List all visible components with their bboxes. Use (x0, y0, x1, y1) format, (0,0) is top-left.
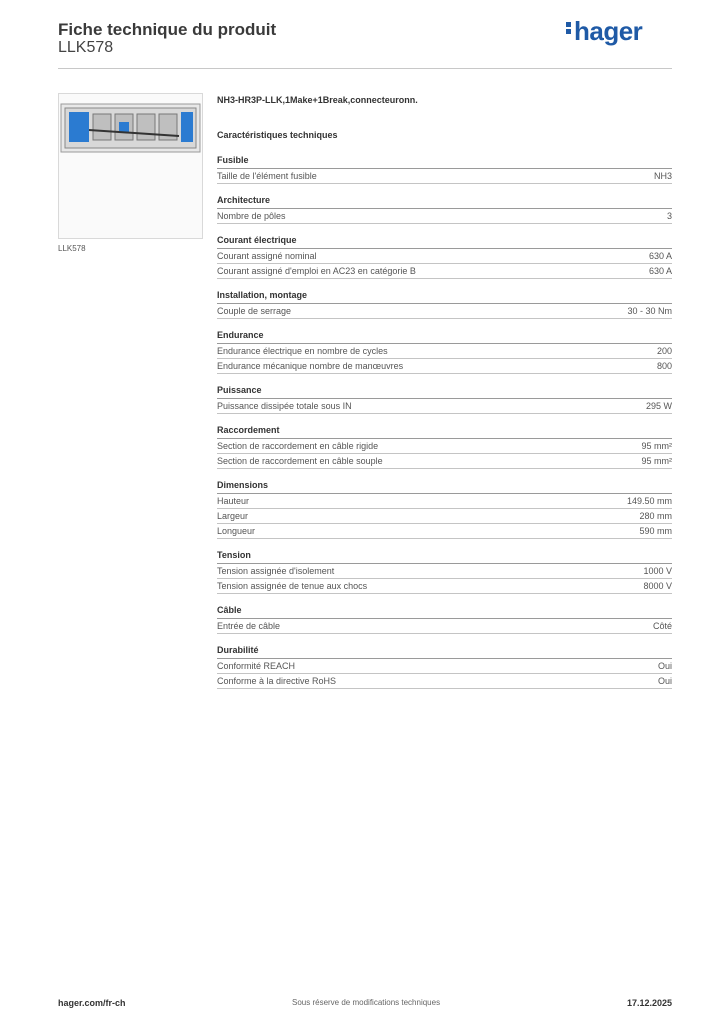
spec-value: 3 (666, 211, 672, 221)
spec-group (217, 605, 672, 634)
spec-groups (217, 155, 672, 689)
spec-group-heading: Tension (217, 550, 672, 564)
spec-label: Endurance électrique en nombre de cycles (217, 346, 388, 356)
spec-group (217, 195, 672, 224)
spec-group (217, 235, 672, 279)
spec-label: Largeur (217, 511, 249, 521)
spec-group-heading: Dimensions (217, 480, 672, 494)
footer-website[interactable]: hager.com/fr-ch (58, 998, 126, 1008)
spec-group-heading: Durabilité (217, 645, 672, 659)
spec-group-heading: Installation, montage (217, 290, 672, 304)
spec-label: Hauteur (217, 496, 250, 506)
technical-specs (217, 95, 672, 689)
spec-label: Courant assigné d'emploi en AC23 en catégorie B (217, 266, 416, 276)
spec-group (217, 330, 672, 374)
spec-value: 149.50 mm (626, 496, 672, 506)
spec-row (217, 494, 672, 509)
spec-group (217, 290, 672, 319)
spec-row (217, 659, 672, 674)
spec-value: 8000 V (643, 581, 672, 591)
spec-group-heading: Architecture (217, 195, 672, 209)
spec-group (217, 480, 672, 539)
spec-label: Conformité REACH (217, 661, 296, 671)
spec-group-heading: Fusible (217, 155, 672, 169)
spec-value: 630 A (648, 251, 672, 261)
product-caption: LLK578 (58, 244, 86, 253)
spec-group (217, 155, 672, 184)
spec-value: 30 - 30 Nm (627, 306, 672, 316)
spec-value: 95 mm² (641, 441, 672, 451)
spec-label: Entrée de câble (217, 621, 281, 631)
spec-value: 280 mm (639, 511, 672, 521)
spec-label: Nombre de pôles (217, 211, 286, 221)
spec-row (217, 454, 672, 469)
spec-label: Couple de serrage (217, 306, 292, 316)
spec-value: Côté (652, 621, 672, 631)
spec-value: 295 W (645, 401, 672, 411)
spec-label: Tension assignée d'isolement (217, 566, 335, 576)
spec-row (217, 169, 672, 184)
spec-label: Section de raccordement en câble souple (217, 456, 383, 466)
spec-row (217, 619, 672, 634)
header-rule (58, 68, 672, 69)
spec-value: 630 A (648, 266, 672, 276)
spec-value: 800 (656, 361, 672, 371)
spec-row (217, 524, 672, 539)
spec-label: Endurance mécanique nombre de manœuvres (217, 361, 404, 371)
spec-value: Oui (657, 661, 672, 671)
footer-disclaimer: Sous réserve de modifications techniques (292, 998, 441, 1007)
spec-group-heading: Courant électrique (217, 235, 672, 249)
specs-heading: Caractéristiques techniques (217, 130, 338, 140)
spec-group-heading: Raccordement (217, 425, 672, 439)
spec-value: 95 mm² (641, 456, 672, 466)
spec-group-heading: Câble (217, 605, 672, 619)
spec-row (217, 359, 672, 374)
spec-group (217, 550, 672, 594)
spec-value: Oui (657, 676, 672, 686)
spec-group (217, 385, 672, 414)
spec-group-heading: Puissance (217, 385, 672, 399)
hager-logo (566, 16, 642, 47)
spec-row (217, 209, 672, 224)
spec-group (217, 645, 672, 689)
product-image (58, 93, 203, 239)
spec-row (217, 304, 672, 319)
spec-label: Tension assignée de tenue aux chocs (217, 581, 368, 591)
footer-date: 17.12.2025 (626, 998, 672, 1008)
spec-value: 590 mm (639, 526, 672, 536)
spec-group-heading: Endurance (217, 330, 672, 344)
spec-row (217, 264, 672, 279)
logo-text: hager (574, 16, 643, 46)
spec-group (217, 425, 672, 469)
spec-row (217, 249, 672, 264)
spec-value: 1000 V (643, 566, 672, 576)
logo-dots-icon (566, 20, 572, 36)
spec-row (217, 509, 672, 524)
product-reference: LLK578 (58, 39, 114, 56)
spec-row (217, 399, 672, 414)
spec-label: Conforme à la directive RoHS (217, 676, 337, 686)
spec-label: Longueur (217, 526, 256, 536)
spec-label: Puissance dissipée totale sous IN (217, 401, 352, 411)
spec-value: 200 (656, 346, 672, 356)
spec-value: NH3 (653, 171, 672, 181)
spec-label: Taille de l'élément fusible (217, 171, 317, 181)
page-title: Fiche technique du produit (58, 20, 277, 39)
spec-row (217, 344, 672, 359)
spec-row (217, 579, 672, 594)
spec-label: Courant assigné nominal (217, 251, 317, 261)
spec-row (217, 439, 672, 454)
product-description: NH3-HR3P-LLK,1Make+1Break,connecteuronn. (217, 95, 418, 105)
spec-row (217, 564, 672, 579)
spec-label: Section de raccordement en câble rigide (217, 441, 379, 451)
spec-row (217, 674, 672, 689)
